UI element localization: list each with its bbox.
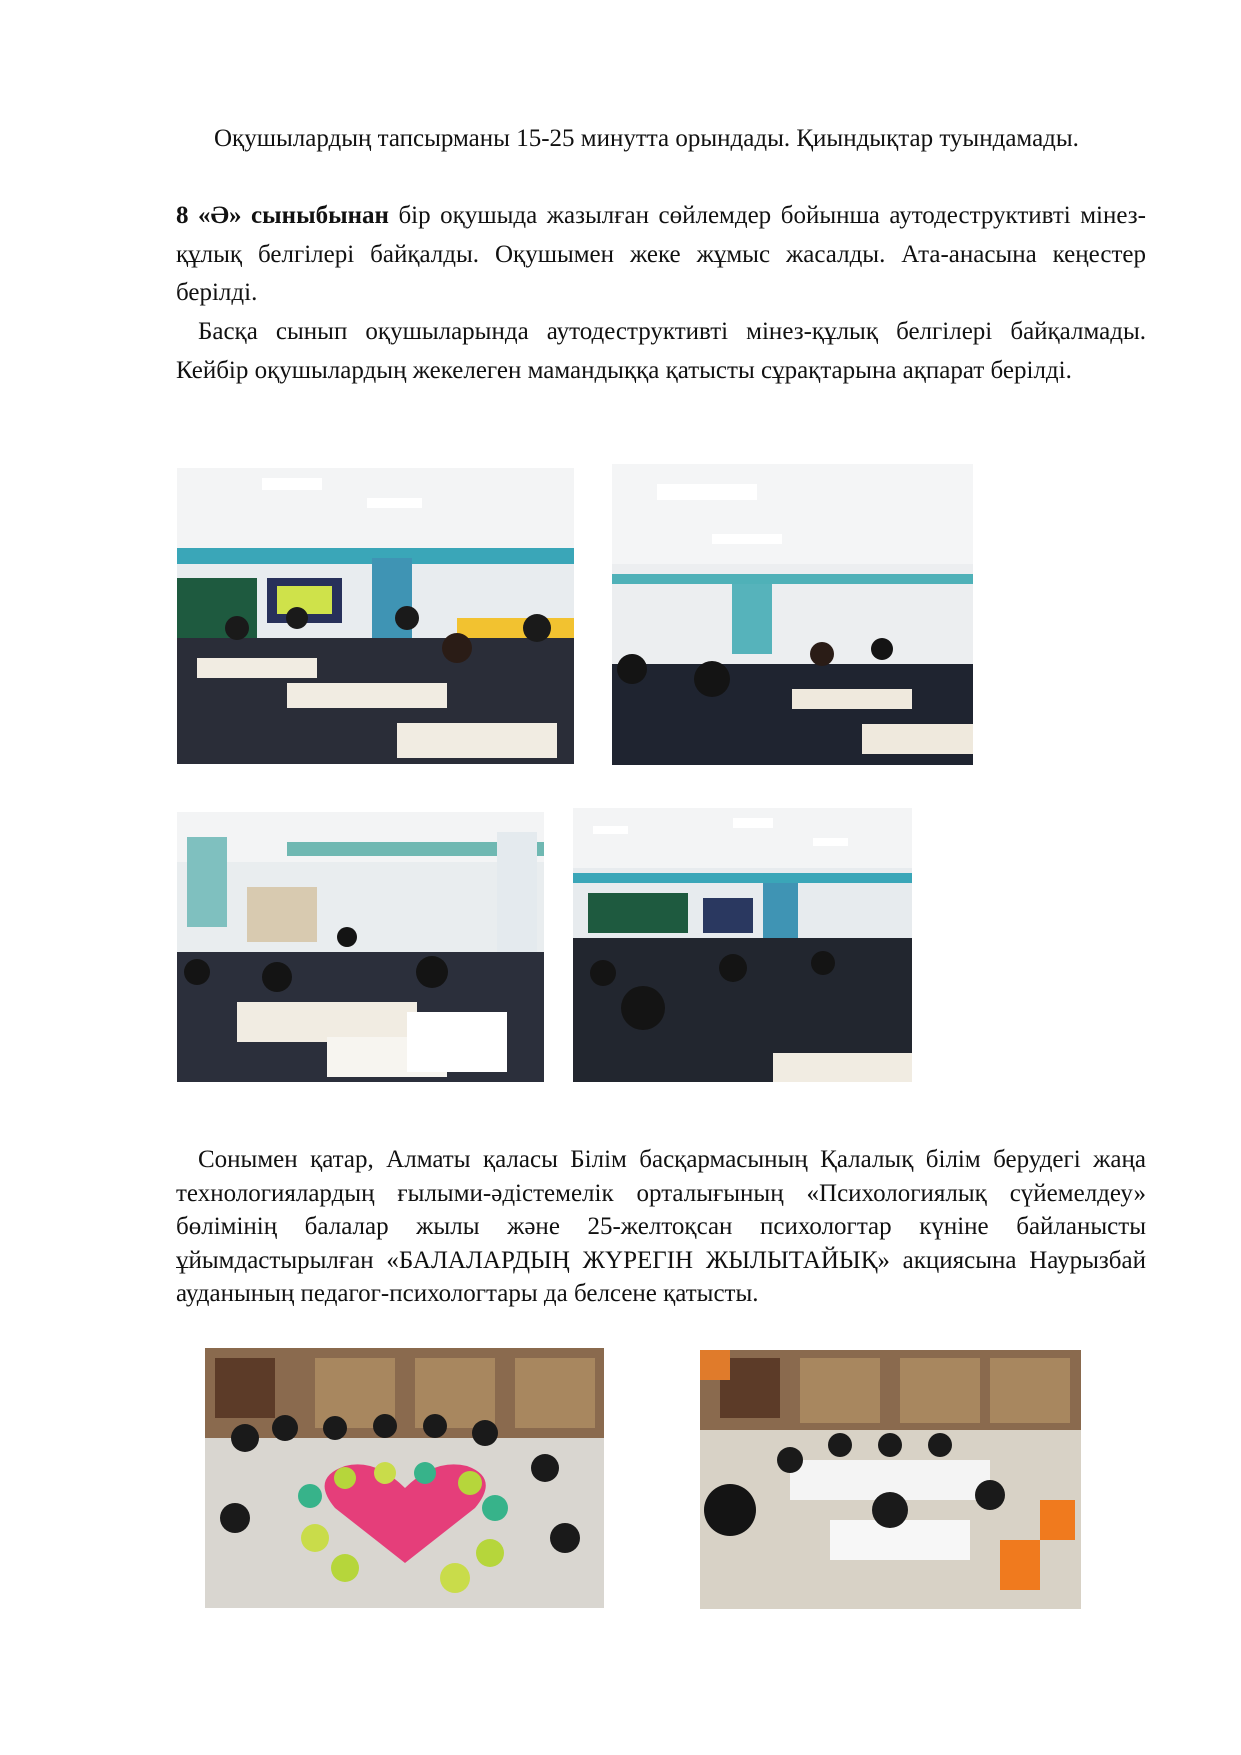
classroom-photo-4 [573,808,912,1082]
paragraph-text: бір оқушыда жазылған сөйлемдер бойынша аутодеструктивті мінез-құлық белгілері байқалды. Оқушымен жеке жұмыс жасалды. Ата-анасына кеңестер берілді. [176,202,1146,306]
classroom-photo-3 [177,812,544,1082]
event-photo-library [700,1350,1081,1609]
paragraph-text: Оқушылардың тапсырманы 15-25 минутта орындады. Қиындықтар туындамады. [214,125,1079,152]
paragraph-task-completion [176,120,1146,159]
paragraph-other-classes [176,313,1146,390]
paragraph-text: Басқа сынып оқушыларында аутодеструктивті мінез-құлық белгілері байқалмады. Кейбір оқушылардың жекелеген мамандыққа қатысты сұрақтарына ақпарат берілді. [176,318,1146,384]
classroom-photo-2 [612,464,973,765]
paragraph-class-8a [176,197,1146,313]
event-photo-heart [205,1348,604,1608]
paragraph-text: Сонымен қатар, Алматы қаласы Білім басқармасының Қалалық білім берудегі жаңа технологиялардың ғылыми-әдістемелік орталығының «Психологиялық сүйемелдеу» бөлімінің балалар жылы және 25-желтоқсан психологтар күніне байланысты ұйымдастырылған «БАЛАЛАРДЫҢ ЖҮРЕГІН ЖЫЛЫТАЙЫҚ» акциясына Наурызбай ауданының педагог-психологтары да белсене қатысты. [176,1146,1146,1307]
classroom-photo-1 [177,468,574,764]
class-name-bold: 8 «Ә» сыныбынан [176,202,389,229]
paragraph-city-action [176,1143,1146,1311]
